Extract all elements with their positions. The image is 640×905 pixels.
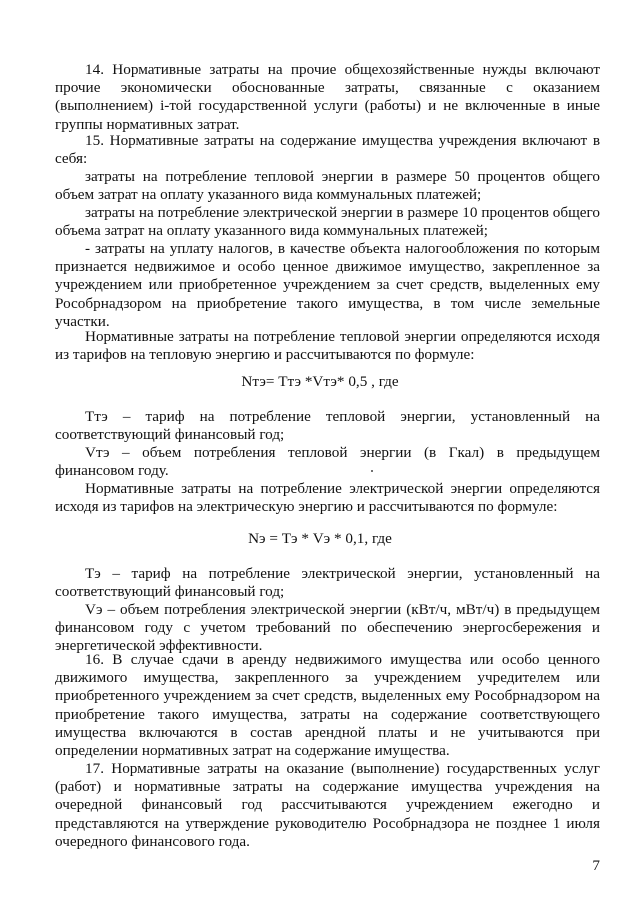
electric-tariff-definition: Тэ – тариф на потребление электрической энергии, установленный на соответствующий финансовый год;: [55, 565, 600, 601]
scan-speck: [371, 470, 373, 472]
electric-formula: Nэ = Tэ * Vэ * 0,1, где: [248, 530, 392, 547]
paragraph-15: 15. Нормативные затраты на содержание имущества учреждения включают в себя:: [55, 132, 600, 168]
paragraph-17: 17. Нормативные затраты на оказание (выполнение) государственных услуг (работ) и нормативные затраты на содержание имущества учреждения на очередной финансовый год рассчитываются учреждением ежегодно и представляются на утверждение руководителю Рособрнадзора не позднее 1 июля очередного финансового года.: [55, 760, 600, 850]
item-electric-costs: затраты на потребление электрической энергии в размере 10 процентов общего объема затрат на оплату указанного вида коммунальных платежей;: [55, 204, 600, 240]
electric-volume-definition: Vэ – объем потребления электрической энергии (кВт/ч, мВт/ч) в предыдущем финансовом году с учетом требований по обеспечению энергосбережения и энергетической эффективности.: [55, 601, 600, 655]
item-tax-costs: - затраты на уплату налогов, в качестве объекта налогообложения по которым признается недвижимое и особо ценное движимое имущество, закрепленное за учреждением или приобретенное учреждением за счет средств, выделенных ему Рособрнадзором на приобретение такого имущества, в том числе земельные участки.: [55, 240, 600, 330]
heat-formula: Nтэ= Tтэ *Vтэ* 0,5 , где: [241, 373, 399, 390]
heat-formula-intro: Нормативные затраты на потребление тепловой энергии определяются исходя из тарифов на тепловую энергию и рассчитываются по формуле:: [55, 328, 600, 364]
electric-formula-intro: Нормативные затраты на потребление электрической энергии определяются исходя из тарифов на электрическую энергию и рассчитываются по формуле:: [55, 480, 600, 516]
heat-volume-definition: Vтэ – объем потребления тепловой энергии (в Гкал) в предыдущем финансовом году.: [55, 444, 600, 480]
paragraph-14: 14. Нормативные затраты на прочие общехозяйственные нужды включают прочие экономически обоснованные затраты, связанные с оказанием (выполнением) i-той государственной услуги (работы) и не включенные в иные группы нормативных затрат.: [55, 61, 600, 133]
page-number: 7: [592, 857, 600, 874]
item-heat-costs: затраты на потребление тепловой энергии в размере 50 процентов общего объем затрат на оплату указанного вида коммунальных платежей;: [55, 168, 600, 204]
heat-tariff-definition: Tтэ – тариф на потребление тепловой энергии, установленный на соответствующий финансовый год;: [55, 408, 600, 444]
paragraph-16: 16. В случае сдачи в аренду недвижимого имущества или особо ценного движимого имущества, закрепленного за учреждением учредителем или приобретенного учреждением за счет средств, выделенных ему Рособрнадзором на приобретение такого имущества, затраты на содержание соответствующего имущества включаются в состав арендной платы и не учитываются при определении нормативных затрат на содержание имущества.: [55, 651, 600, 760]
